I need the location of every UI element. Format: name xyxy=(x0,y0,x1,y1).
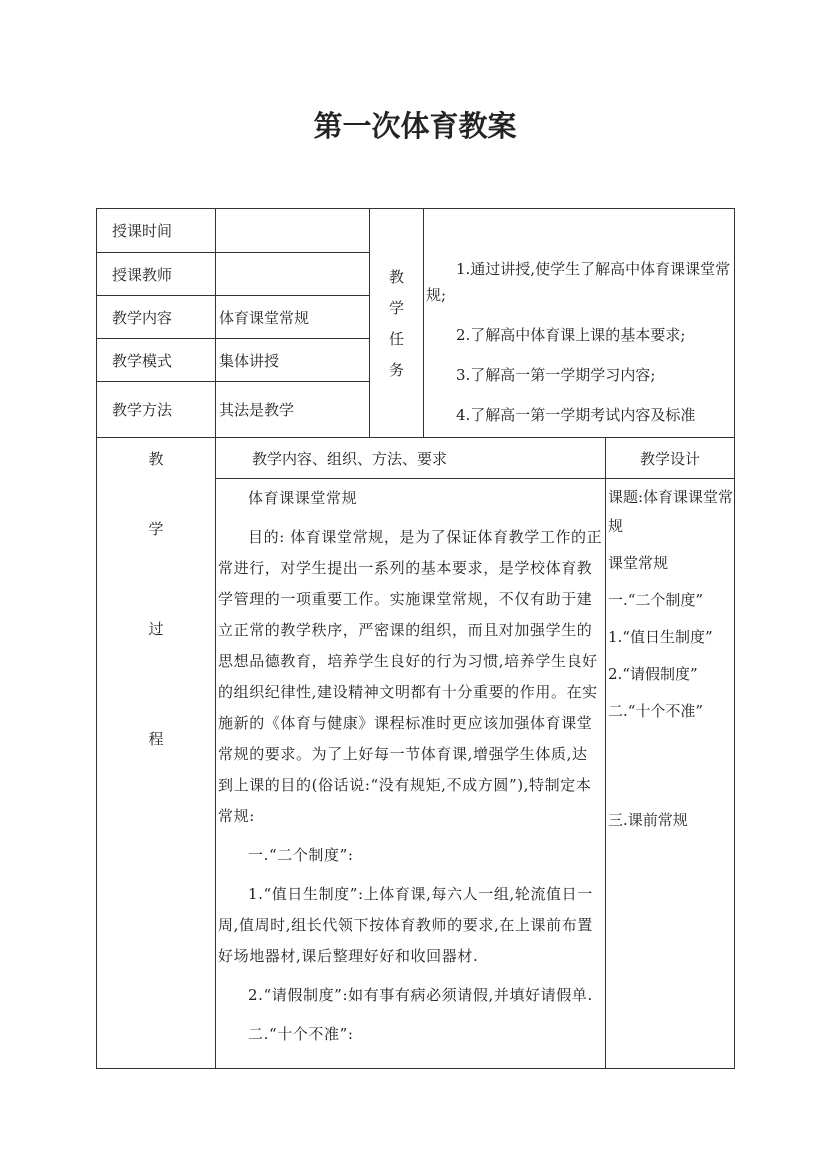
label-content: 教学内容 xyxy=(96,295,216,339)
design-item: 2.“请假制度” xyxy=(608,665,698,683)
content-paragraph: 1.“值日生制度”:上体育课,每六人一组,轮流值日一周,值周时,组长代领下按体育教师的要求,在上课前布置好场地器材,课后整理好好和收回器材. xyxy=(218,885,593,965)
task-label-char: 学 xyxy=(388,299,404,317)
task-list xyxy=(423,208,735,438)
design-item: 三.课前常规 xyxy=(608,811,688,829)
value-teacher xyxy=(215,252,370,296)
process-label-char: 程 xyxy=(148,730,164,748)
task-label xyxy=(369,208,424,438)
task-item: 3.了解高一第一学期学习内容; xyxy=(456,366,656,384)
process-label-char: 过 xyxy=(148,620,164,638)
value-method: 其法是教学 xyxy=(215,381,370,438)
label-time: 授课时间 xyxy=(96,208,216,253)
label-teacher: 授课教师 xyxy=(96,252,216,296)
design-header: 教学设计 xyxy=(605,437,735,479)
design-item: 课堂常规 xyxy=(608,554,669,572)
design-item: 课题:体育课课堂常规 xyxy=(608,488,734,535)
task-item: 1.通过讲授,使学生了解高中体育课课堂常规; xyxy=(426,260,731,304)
content-header: 教学内容、组织、方法、要求 xyxy=(215,437,606,479)
content-paragraph: 目的: 体育课堂常规，是为了保证体育教学工作的正常进行，对学生提出一系列的基本要求，是学校体育教学管理的一项重要工作。实施课堂常规，不仅有助于建立正常的教学秩序，严密课的组织，而且对加强学生的思想品德教育，培养学生良好的行为习惯,培养学生良好的组织纪律性,建设精神文明都有十分重要的作用。在实施新的《体育与健康》课程标准时更应该加强体育课堂常规的要求。为了上好每一节体育课,增强学生体质,达到上课的目的(俗话说:“没有规矩,不成方圆”),特制定本常规: xyxy=(218,528,603,825)
process-label-char: 学 xyxy=(148,520,164,538)
task-item: 2.了解高中体育课上课的基本要求; xyxy=(456,326,686,344)
value-mode: 集体讲授 xyxy=(215,338,370,382)
content-paragraph: 一.“二个制度”: xyxy=(248,846,354,864)
process-label xyxy=(96,437,216,1069)
content-paragraph: 2.“请假制度”:如有事有病必须请假,并填好请假单. xyxy=(248,986,593,1004)
task-item: 4.了解高一第一学期考试内容及标准 xyxy=(456,406,696,424)
design-body xyxy=(605,478,735,1069)
design-item: 二.“十个不准” xyxy=(608,702,704,720)
label-method: 教学方法 xyxy=(96,381,216,438)
value-content: 体育课堂常规 xyxy=(215,295,370,339)
page-title: 第一次体育教案 xyxy=(313,109,517,143)
content-body xyxy=(215,478,606,1069)
content-paragraph: 二.“十个不准”: xyxy=(248,1025,354,1043)
task-label-char: 教 xyxy=(388,268,404,286)
task-label-char: 任 xyxy=(388,330,404,348)
process-label-char: 教 xyxy=(148,450,164,468)
design-item: 1.“值日生制度” xyxy=(608,628,713,646)
value-time xyxy=(215,208,370,253)
design-item: 一.“二个制度” xyxy=(608,591,704,609)
label-mode: 教学模式 xyxy=(96,338,216,382)
content-paragraph: 体育课课堂常规 xyxy=(248,489,358,507)
task-label-char: 务 xyxy=(388,361,404,379)
